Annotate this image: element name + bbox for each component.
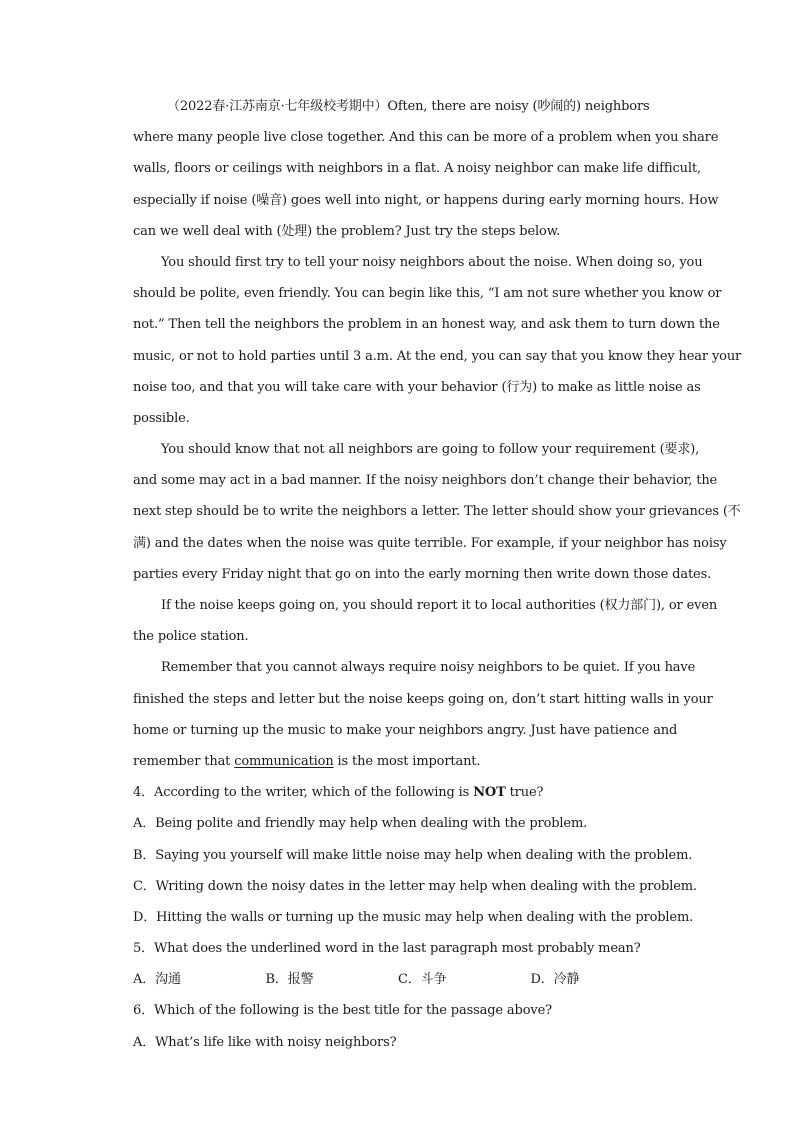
passage-line: should be polite, even friendly. You can begin like this, “I am not sure whether you know or bbox=[133, 286, 722, 302]
question-5 bbox=[133, 933, 663, 995]
passage-line: can we well deal with (处理) the problem? Just try the steps below. bbox=[133, 223, 561, 239]
passage-line: home or turning up the music to make your neighbors angry. Just have patience and bbox=[133, 722, 678, 738]
options-row bbox=[133, 964, 663, 995]
passage-line: Remember that you cannot always require noisy neighbors to be quiet. If you have bbox=[161, 660, 696, 676]
passage-line: （2022春·江苏南京·七年级校考期中）Often, there are noisy (吵闹的) neighbors bbox=[167, 99, 650, 114]
option-c[interactable]: C．斗争 bbox=[398, 972, 447, 988]
passage-line: music, or not to hold parties until 3 a.m. At the end, you can say that you know they hear your bbox=[133, 348, 742, 364]
option-a[interactable]: A．沟通 bbox=[133, 972, 181, 988]
option-c[interactable]: C．Writing down the noisy dates in the letter may help when dealing with the problem. bbox=[133, 878, 697, 894]
question-stem: 6．Which of the following is the best title for the passage above? bbox=[133, 1003, 552, 1019]
passage-line bbox=[133, 746, 663, 777]
paragraph-1 bbox=[133, 91, 719, 247]
passage-line: You should know that not all neighbors are going to follow your requirement (要求), bbox=[161, 442, 700, 458]
stem-emphasis: NOT bbox=[473, 785, 506, 801]
passage-line: not.” Then tell the neighbors the problem in an honest way, and ask them to turn down the bbox=[133, 317, 720, 333]
passage-line: where many people live close together. And this can be more of a problem when you share bbox=[133, 130, 719, 146]
option-d[interactable]: D．Hitting the walls or turning up the music may help when dealing with the problem. bbox=[133, 909, 694, 925]
paragraph-2 bbox=[133, 247, 742, 434]
passage-line: the police station. bbox=[133, 629, 249, 645]
passage bbox=[133, 91, 742, 1058]
passage-line: You should first try to tell your noisy neighbors about the noise. When doing so, you bbox=[161, 254, 703, 270]
option-b[interactable]: B．Saying you yourself will make little noise may help when dealing with the problem. bbox=[133, 847, 693, 863]
question-4 bbox=[133, 777, 697, 933]
passage-line: possible. bbox=[133, 410, 190, 426]
option-b[interactable]: B．报警 bbox=[265, 972, 314, 988]
option-a[interactable]: A．What’s life like with noisy neighbors? bbox=[133, 1034, 397, 1050]
option-a[interactable]: A．Being polite and friendly may help when dealing with the problem. bbox=[133, 816, 588, 832]
paragraph-5 bbox=[133, 652, 713, 777]
passage-line: walls, floors or ceilings with neighbors in a flat. A noisy neighbor can make life difficult, bbox=[133, 161, 701, 177]
passage-line: finished the steps and letter but the noise keeps going on, don’t start hitting walls in your bbox=[133, 691, 713, 707]
question-stem bbox=[133, 777, 663, 808]
underlined-word: communication bbox=[234, 753, 334, 769]
passage-line: especially if noise (噪音) goes well into night, or happens during early morning hours. How bbox=[133, 192, 719, 208]
passage-line: and some may act in a bad manner. If the noisy neighbors don’t change their behavior, the bbox=[133, 473, 718, 489]
passage-line: If the noise keeps going on, you should report it to local authorities (权力部门), or even bbox=[161, 598, 718, 613]
line-text: remember that bbox=[133, 753, 235, 769]
option-d[interactable]: D．冷静 bbox=[530, 972, 580, 988]
passage-line: parties every Friday night that go on into the early morning then write down those dates. bbox=[133, 566, 712, 582]
passage-line: 满) and the dates when the noise was quite terrible. For example, if your neighbor has noisy bbox=[133, 535, 727, 551]
passage-line: noise too, and that you will take care with your behavior (行为) to make as little noise as bbox=[133, 379, 701, 395]
line-text: is the most important. bbox=[333, 753, 481, 769]
paragraph-4 bbox=[133, 590, 718, 652]
question-6 bbox=[133, 995, 663, 1057]
stem-text: 4．According to the writer, which of the following is bbox=[133, 785, 474, 801]
question-stem: 5．What does the underlined word in the last paragraph most probably mean? bbox=[133, 941, 641, 957]
paragraph-3 bbox=[133, 434, 741, 590]
passage-line: next step should be to write the neighbors a letter. The letter should show your grievances (不 bbox=[133, 504, 741, 520]
stem-text: true? bbox=[505, 785, 544, 801]
